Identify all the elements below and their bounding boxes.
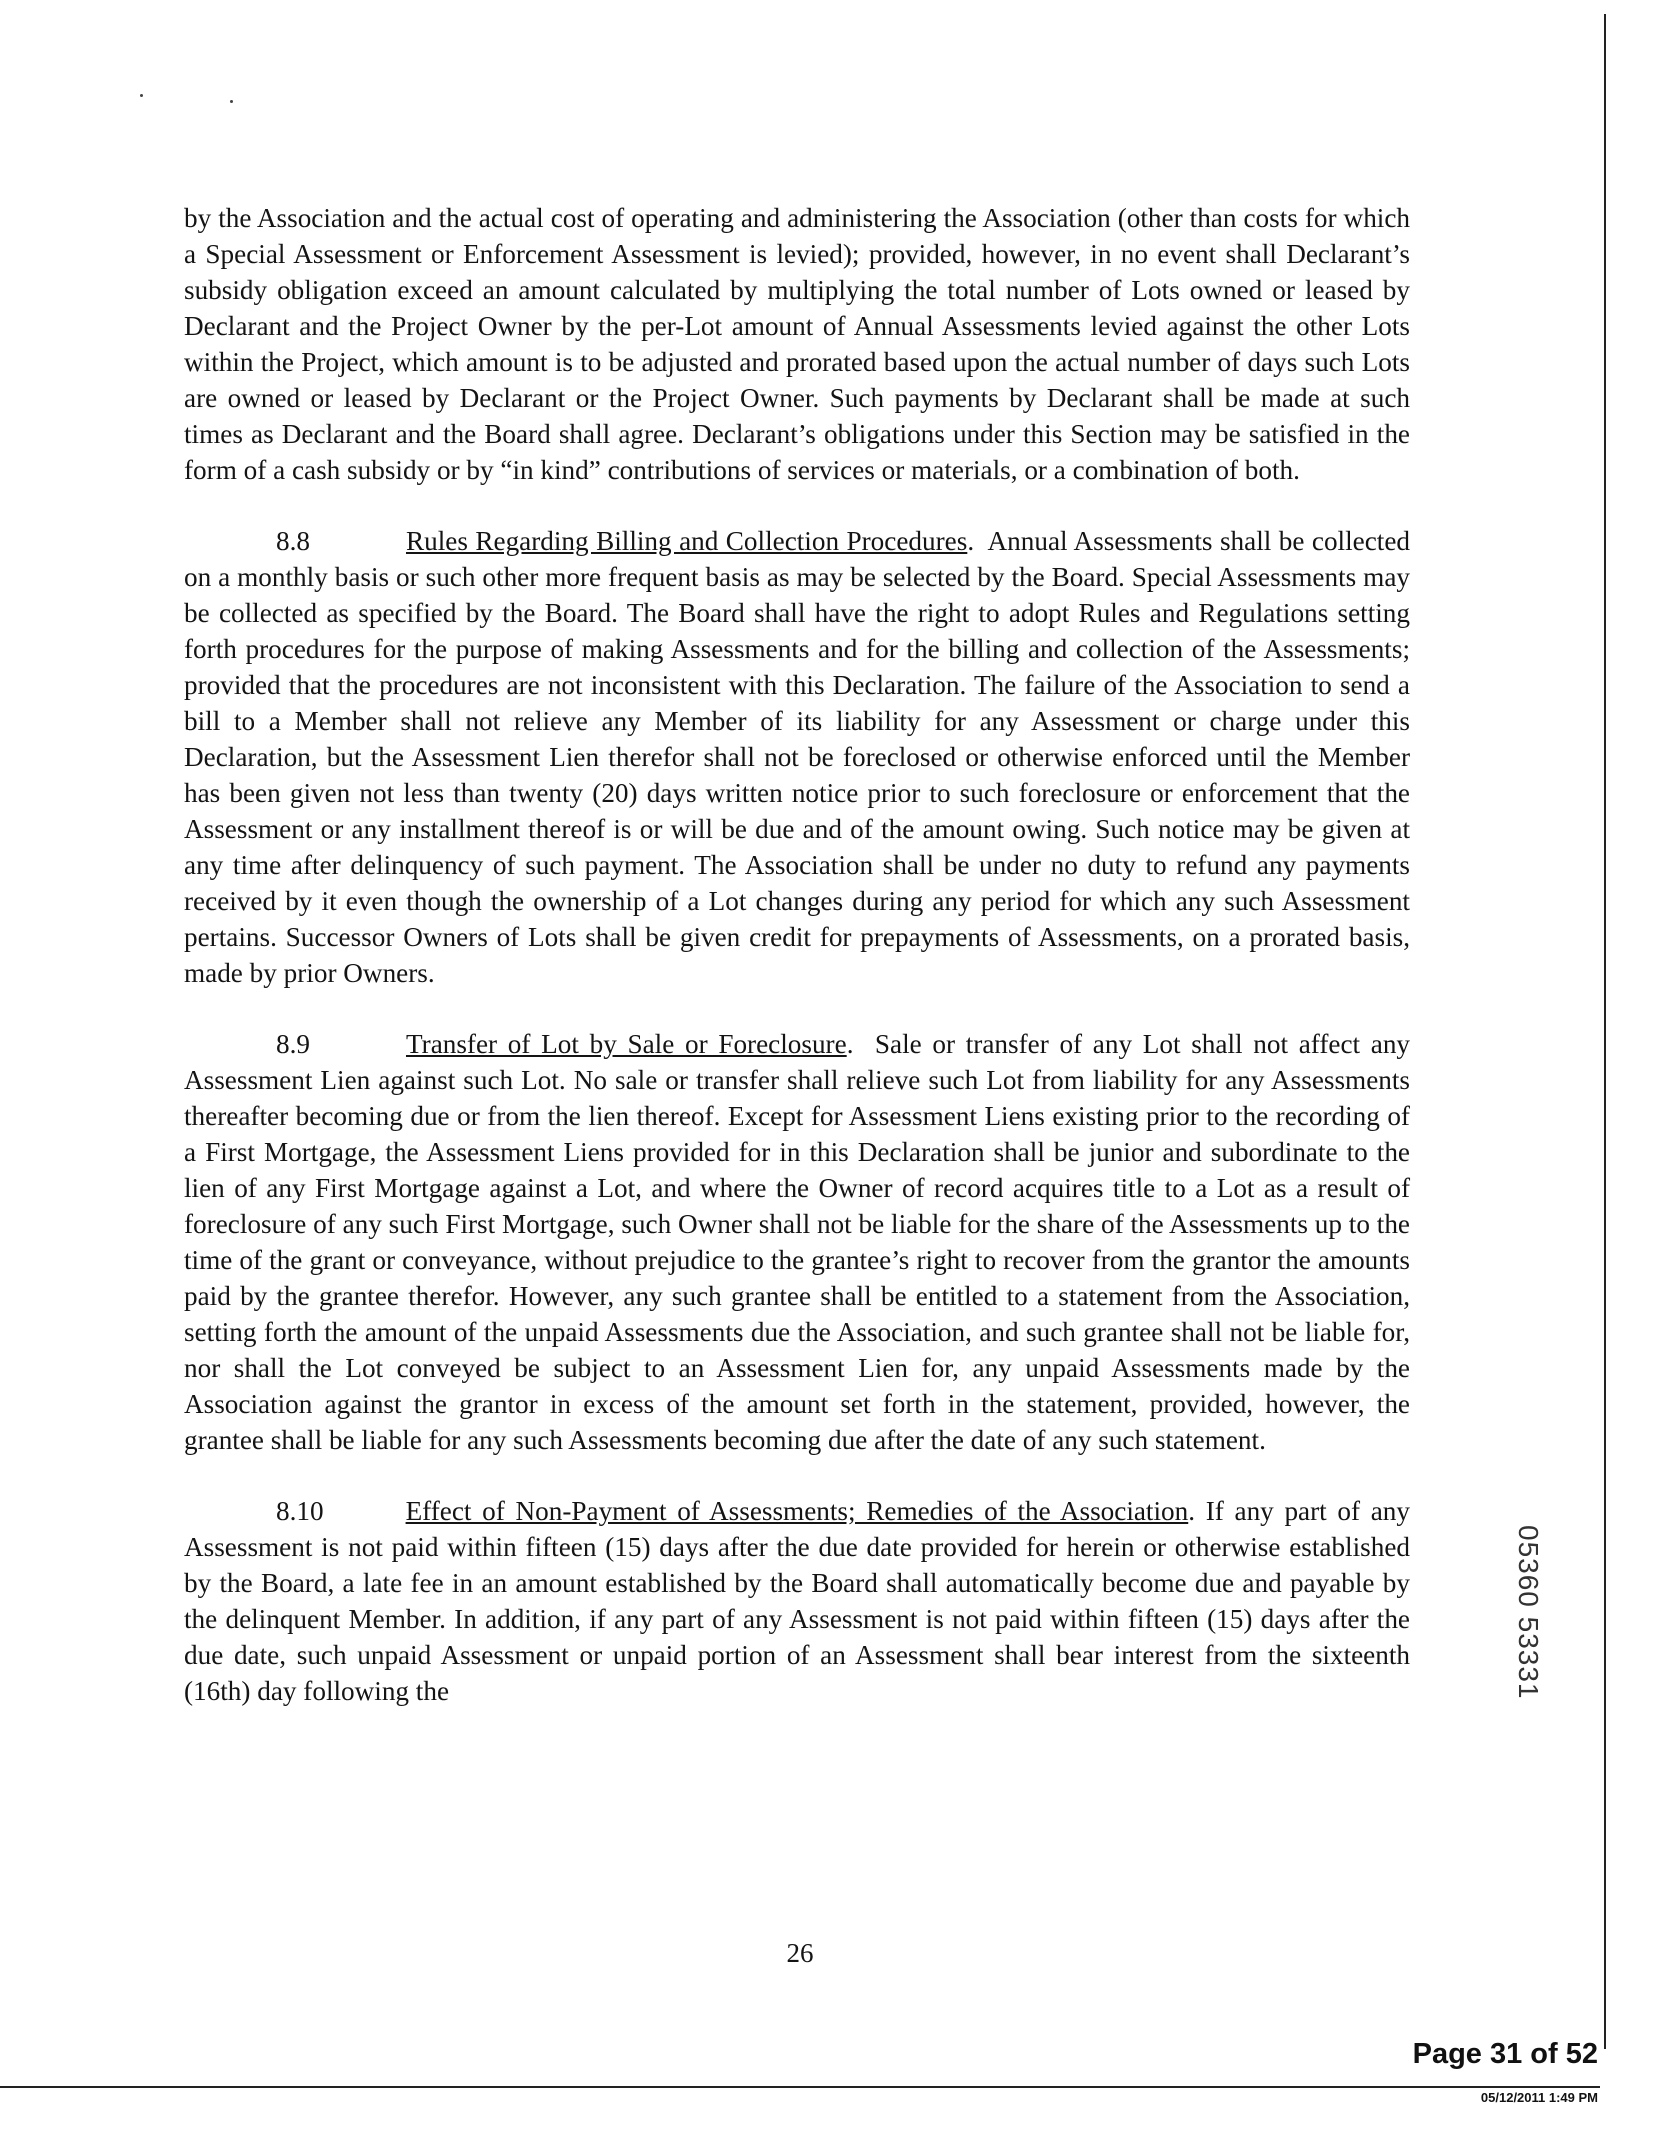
section-number-text: 8.10 bbox=[276, 1496, 324, 1526]
recording-stamp bbox=[1500, 1525, 1550, 1825]
section-8-8: 8.8 Rules Regarding Billing and Collection Procedures. Annual Assessments shall be collected on a monthly basis or such other more frequent basis as may be selected by the Board. Special Assessments may be collected as specified by the Board. The Board shall have the right to adopt Rules and Regulations setting forth procedures for the purpose of making Assessments and for the billing and collection of the Assessments; provided that the procedures are not inconsistent with this Declaration. The failure of the Association to send a bill to a Member shall not relieve any Member of its liability for any Assessment or charge under this Declaration, but the Assessment Lien therefor shall not be foreclosed or otherwise enforced until the Member has been given not less than twenty (20) days written notice prior to such foreclosure or enforcement that the Assessment or any installment thereof is or will be due and of the amount owing. Such notice may be given at any time after delinquency of such payment. The Association shall be under no duty to refund any payments received by it even though the ownership of a Lot changes during any period for which any such Assessment pertains. Successor Owners of Lots shall be given credit for prepayments of Assessments, on a prorated basis, made by prior Owners. bbox=[184, 526, 1410, 988]
section-text: Sale or transfer of any Lot shall not affect any Assessment Lien against such Lot. No sale or transfer shall relieve such Lot from liability for any Assessments thereafter becoming due or from the lien thereof. Except for Assessment Liens existing prior to the recording of a First Mortgage, the Assessment Liens provided for in this Declaration shall be junior and subordinate to the lien of any First Mortgage against a Lot, and where the Owner of record acquires title to a Lot as a result of foreclosure of any such First Mortgage, such Owner shall not be liable for the share of the Assessments up to the time of the grant or conveyance, without prejudice to the grantee’s right to recover from the grantor the amounts paid by the grantee therefor. However, any such grantee shall be entitled to a statement from the Association, setting forth the amount of the unpaid Assessments due the Association, and such grantee shall not be liable for, nor shall the Lot conveyed be subject to an Assessment Lien for, any unpaid Assessments made by the Association against the grantor in excess of the amount set forth in the statement, provided, however, the grantee shall be liable for any such Assessments becoming due after the date of any such statement. bbox=[184, 1029, 1411, 1455]
recording-number: 05360 53331 bbox=[1513, 1525, 1544, 1700]
page-number: 26 bbox=[786, 1938, 814, 1968]
section-8-9: 8.9 Transfer of Lot by Sale or Foreclosure. Sale or transfer of any Lot shall not affect any Assessment Lien against such Lot. No sale or transfer shall relieve such Lot from liability for any Assessments thereafter becoming due or from the lien thereof. Except for Assessment Liens existing prior to the recording of a First Mortgage, the Assessment Liens provided for in this Declaration shall be junior and subordinate to the lien of any First Mortgage against a Lot, and where the Owner of record acquires title to a Lot as a result of foreclosure of any such First Mortgage, such Owner shall not be liable for the share of the Assessments up to the time of the grant or conveyance, without prejudice to the grantee’s right to recover from the grantor the amounts paid by the grantee therefor. However, any such grantee shall be entitled to a statement from the Association, setting forth the amount of the unpaid Assessments due the Association, and such grantee shall not be liable for, nor shall the Lot conveyed be subject to an Assessment Lien for, any unpaid Assessments made by the Association against the grantor in excess of the amount set forth in the statement, provided, however, the grantee shall be liable for any such Assessments becoming due after the date of any such statement. bbox=[184, 1029, 1411, 1455]
continuation-paragraph: by the Association and the actual cost of operating and administering the Association (other than costs for which a Special Assessment or Enforcement Assessment is levied); provided, however, in no event shall Declarant’s subsidy obligation exceed an amount calculated by multiplying the total number of Lots owned or leased by Declarant and the Project Owner by the per-Lot amount of Annual Assessments levied against the other Lots within the Project, which amount is to be adjusted and prorated based upon the actual number of days such Lots are owned or leased by Declarant or the Project Owner. Such payments by Declarant shall be made at such times as Declarant and the Board shall agree. Declarant’s obligations under this Section may be satisfied in the form of a cash subsidy or by “in kind” contributions of services or materials, or a combination of both. bbox=[184, 203, 1410, 485]
section-heading: Transfer of Lot by Sale or Foreclosure bbox=[405, 1029, 847, 1059]
footer-rule bbox=[0, 2086, 1600, 2088]
section-text: If any part of any Assessment is not paid within fifteen (15) days after the due date provided for herein or otherwise established by the Board, a late fee in an amount established by the Board shall automatically become due and payable by the delinquent Member. In addition, if any part of any Assessment is not paid within fifteen (15) days after the due date, such unpaid Assessment or unpaid portion of an Assessment shall bear interest from the sixteenth (16th) day following the bbox=[184, 1496, 1410, 1706]
section-number-text: 8.9 bbox=[276, 1029, 310, 1059]
body-text bbox=[184, 200, 1410, 1744]
footer-timestamp: 05/12/2011 1:49 PM bbox=[1480, 2090, 1598, 2105]
margin-rule bbox=[1604, 14, 1606, 2049]
footer-page-count: Page 31 of 52 bbox=[1412, 2038, 1598, 2070]
section-heading: Effect of Non-Payment of Assessments; Remedies of the Association bbox=[405, 1496, 1189, 1526]
scan-speck bbox=[230, 100, 233, 103]
scan-speck bbox=[140, 94, 143, 97]
section-heading: Rules Regarding Billing and Collection Procedures bbox=[405, 526, 968, 556]
section-8-10: 8.10 Effect of Non-Payment of Assessments; Remedies of the Association. If any part of any Assessment is not paid within fifteen (15) days after the due date provided for herein or otherwise established by the Board, a late fee in an amount established by the Board shall automatically become due and payable by the delinquent Member. In addition, if any part of any Assessment is not paid within fifteen (15) days after the due date, such unpaid Assessment or unpaid portion of an Assessment shall bear interest from the sixteenth (16th) day following the bbox=[184, 1496, 1410, 1706]
section-number-text: 8.8 bbox=[276, 526, 310, 556]
section-text: Annual Assessments shall be collected on a monthly basis or such other more frequent basis as may be selected by the Board. Special Assessments may be collected as specified by the Board. The Board shall have the right to adopt Rules and Regulations setting forth procedures for the purpose of making Assessments and for the billing and collection of the Assessments; provided that the procedures are not inconsistent with this Declaration. The failure of the Association to send a bill to a Member shall not relieve any Member of its liability for any Assessment or charge under this Declaration, but the Assessment Lien therefor shall not be foreclosed or otherwise enforced until the Member has been given not less than twenty (20) days written notice prior to such foreclosure or enforcement that the Assessment or any installment thereof is or will be due and of the amount owing. Such notice may be given at any time after delinquency of such payment. The Association shall be under no duty to refund any payments received by it even though the ownership of a Lot changes during any period for which any such Assessment pertains. Successor Owners of Lots shall be given credit for prepayments of Assessments, on a prorated basis, made by prior Owners. bbox=[184, 526, 1410, 988]
